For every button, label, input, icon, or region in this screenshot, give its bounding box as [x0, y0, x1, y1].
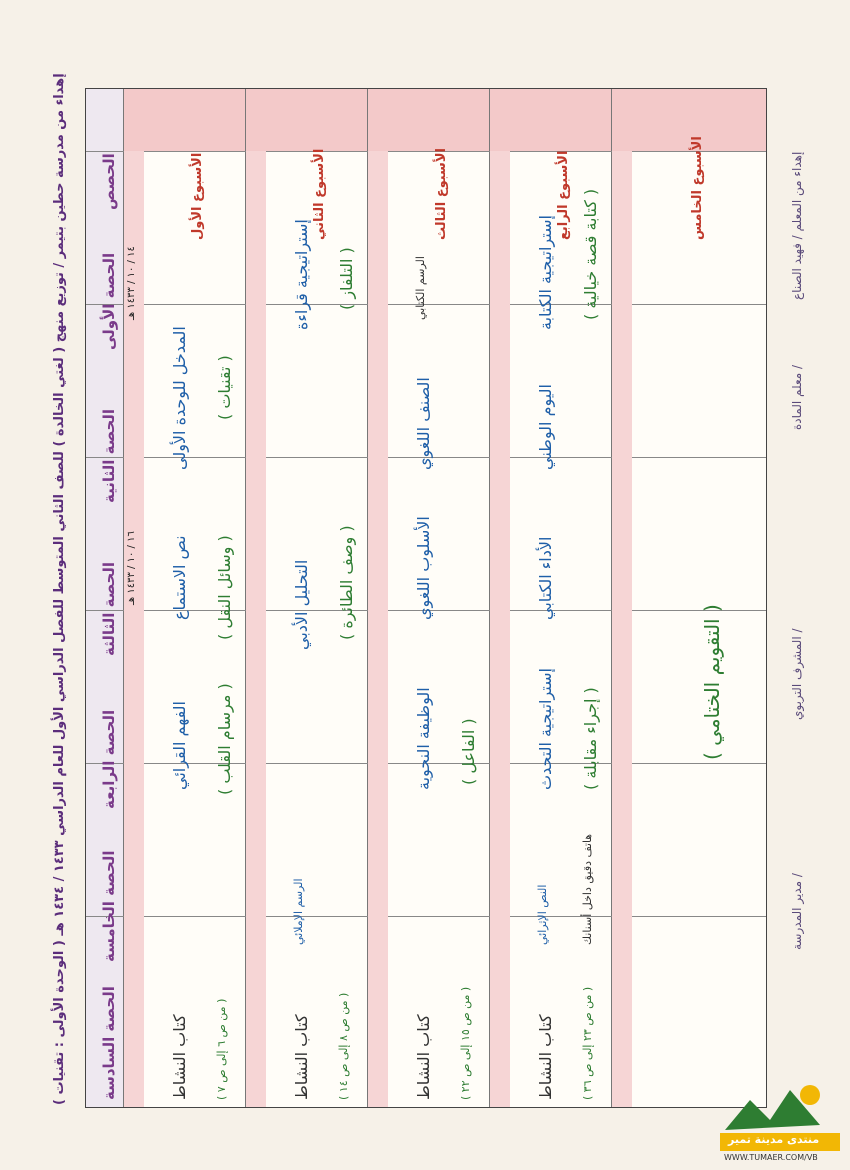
page-title: إهداء من مدرسة حطين بتيمر / توزيع منهج ( لغتي الخالدة ) للصف الثاني المتوسط للفصل الدراسي الأول للعام الدراسي ١٤٣٣ / ١٤٣٤ هـ ( الوحدة الأولى : تقنيات ) [52, 73, 67, 1105]
w1-date-1: ١٤ / ١٠ / ١٤٣٣ هـ [126, 246, 137, 320]
col-header-0: الحصص [100, 153, 118, 210]
w4-cell-11: كتاب النشاط [536, 1014, 555, 1100]
col-header-5: الحصة الخامسة [100, 850, 118, 962]
w1-cell-5: الفهم القرائي [170, 701, 189, 790]
w1-cell-4: ( وسائل النقل ) [215, 535, 234, 640]
col-header-2: الحصة الثانية [100, 408, 118, 503]
w4-cell-9: النص الإثرائي [536, 884, 549, 945]
w2-cell-6: ( وصف الطائرة ) [337, 525, 356, 640]
w3-cell-12: ( من ص ١٥ إلى ص ٢٢ ) [459, 986, 472, 1100]
w3-cell-3: الصنف اللغوي [414, 377, 433, 470]
w5-cell-1: ( التقويم الختامي ) [700, 604, 724, 760]
w1-cell-10: ( من ص ٦ إلى ص ٧ ) [215, 998, 228, 1100]
w3-cell-1: الرسم الكتابي [414, 256, 427, 320]
week-col-5 [612, 89, 766, 1107]
week-label-5: الأسبوع الخامس [690, 136, 705, 240]
principal-note: مدير المدرسة / [790, 873, 804, 950]
col-header-6: الحصة السادسة [100, 986, 118, 1100]
w1-cell-1: المدخل للوحدة الأولى [170, 326, 189, 470]
w3-cell-5: الأسلوب اللغوي [414, 516, 433, 620]
week-label-3: الأسبوع الثالث [434, 148, 449, 240]
date-strip-4 [490, 151, 510, 1107]
w1-cell-3: نص الاستماع [170, 535, 189, 620]
w2-cell-11: كتاب النشاط [292, 1014, 311, 1100]
w4-cell-7: إستراتيجية التحدث [536, 668, 555, 790]
w2-cell-2: ( التلفاز ) [337, 247, 356, 310]
w1-date-3: ١٦ / ١٠ / ١٤٣٣ هـ [126, 531, 137, 605]
week-label-1: الأسبوع الأول [190, 152, 205, 240]
w4-cell-5: الأداء الكتابي [536, 536, 555, 620]
w4-cell-2: ( كتابة قصة خيالية ) [581, 188, 600, 320]
col-header-3: الحصة الثالثة [100, 561, 118, 656]
logo-url: WWW.TUMAER.COM/VB [724, 1153, 818, 1162]
date-strip-3 [368, 151, 388, 1107]
w3-cell-7: الوظيفة النحوية [414, 687, 433, 790]
teacher-label: معلم المادة / [790, 364, 804, 430]
teacher-note: إهداء من المعلم / فهيد الصناع [790, 151, 804, 300]
w3-cell-11: كتاب النشاط [414, 1014, 433, 1100]
w2-cell-5: التحليل الأدبي [292, 559, 311, 650]
w4-cell-1: إستراتيجية الكتابة [536, 215, 555, 330]
w4-cell-12: ( من ص ٢٣ إلى ص ٣٦ ) [581, 986, 594, 1100]
w1-cell-2: ( تقنيات ) [215, 355, 234, 420]
week-label-2: الأسبوع الثاني [312, 148, 327, 240]
w2-cell-12: ( من ص ٨ إلى ص ١٤ ) [337, 992, 350, 1100]
w4-cell-3: اليوم الوطني [536, 384, 555, 470]
w4-cell-10: هاتف دقيق داخل أسنانك [581, 833, 594, 945]
logo-text: منتدى مدينة تمير [728, 1133, 820, 1146]
w4-cell-8: ( إجراء مقابلة ) [581, 687, 600, 790]
w3-cell-8: ( الفاعل ) [459, 718, 478, 785]
supervisor-note: المشرف التربوي / [790, 628, 804, 720]
w1-cell-9: كتاب النشاط [170, 1014, 189, 1100]
logo [720, 1075, 840, 1165]
date-strip-2 [246, 151, 266, 1107]
w2-cell-9: الرسم الإملائي [292, 878, 305, 945]
col-header-1: الحصة الأولى [100, 252, 118, 350]
col-header-4: الحصة الرابعة [100, 709, 118, 809]
w2-cell-1: إستراتيجية قراءة [292, 219, 311, 330]
week-label-4: الأسبوع الرابع [556, 150, 571, 240]
w1-cell-6: ( مرسام القلب ) [215, 683, 234, 795]
date-strip-5 [612, 151, 632, 1107]
